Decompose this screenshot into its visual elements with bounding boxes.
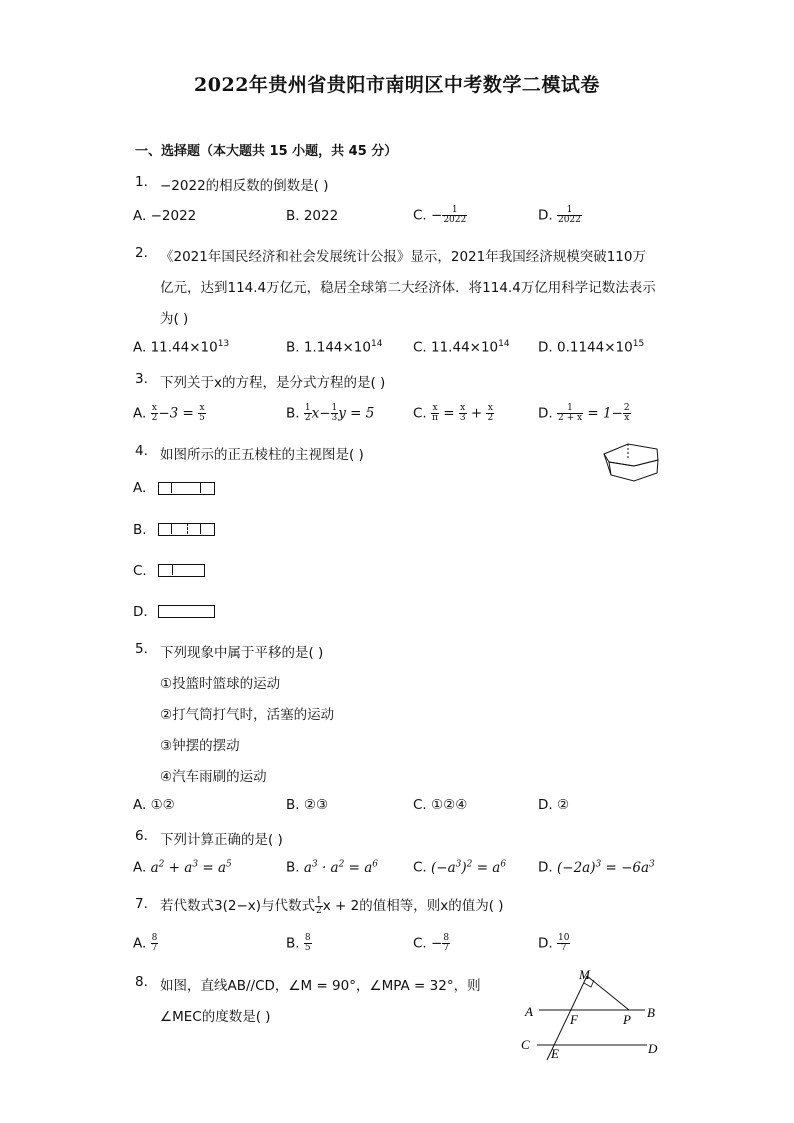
- q3-option-d: D. $\frac{1}{2 + x}$ = 1− $\frac{2}{x}$: [538, 403, 630, 423]
- label-d: D: [648, 1041, 658, 1056]
- q5-option-c: C. ①②④: [413, 797, 468, 813]
- q4-option-a-figure: [158, 482, 215, 495]
- q3-option-a: A. $\frac{x}{2}$ −3 = $\frac{x}{5}$: [133, 403, 205, 423]
- q2-option-b: B. $1.144\times 10^{14}$: [286, 339, 383, 356]
- q7-option-b: B. $\frac{8}{5}$: [286, 933, 311, 953]
- q6-option-c: C. $(-a^3)^2 = a^6$: [413, 859, 507, 876]
- q5-option-d: D. ②: [538, 797, 570, 813]
- q7-option-c: C. − $\frac{8}{7}$: [413, 933, 450, 953]
- q4-option-b-label: B.: [133, 522, 147, 538]
- q1-stem: −2022的相反数的倒数是( ): [160, 178, 329, 194]
- label-b: B: [647, 1005, 655, 1020]
- q7-option-d: D. $\frac{10}{7}$: [538, 933, 570, 953]
- q4-number: 4.: [135, 443, 148, 459]
- pentagonal-prism-figure: [600, 440, 668, 488]
- q4-option-a-label: A.: [133, 480, 147, 496]
- q5-item-4: ④汽车雨刷的运动: [160, 769, 267, 785]
- q5-item-2: ②打气筒打气时，活塞的运动: [160, 707, 335, 723]
- q4-stem: 如图所示的正五棱柱的主视图是( ): [160, 447, 364, 463]
- q5-number: 5.: [135, 641, 148, 657]
- page-title: 2022年贵州省贵阳市南明区中考数学二模试卷: [194, 74, 600, 96]
- q4-option-b-figure: [158, 523, 215, 536]
- q4-option-c-label: C.: [133, 563, 147, 579]
- q8-geometry-figure: [515, 962, 665, 1062]
- q2-option-c: C. $11.44\times 10^{14}$: [413, 339, 510, 356]
- q3-stem: 下列关于x的方程，是分式方程的是( ): [160, 375, 386, 391]
- q4-option-d-figure: [158, 605, 215, 618]
- q5-option-a: A. ①②: [133, 797, 175, 813]
- label-e: E: [551, 1046, 559, 1061]
- q1-number: 1.: [135, 174, 148, 190]
- label-p: P: [623, 1012, 631, 1027]
- q4-option-d-label: D.: [133, 604, 148, 620]
- q8-line2: ∠MEC的度数是( ): [160, 1009, 271, 1025]
- q5-item-1: ①投篮时篮球的运动: [160, 676, 281, 692]
- q2-option-d: D. $0.1144\times 10^{15}$: [538, 339, 645, 356]
- q8-number: 8.: [135, 974, 148, 990]
- q5-item-3: ③钟摆的摆动: [160, 738, 240, 754]
- q1-option-d: D. $\frac{1}{2022}$: [538, 205, 581, 225]
- q1-option-c: C. − $\frac{1}{2022}$: [413, 205, 467, 225]
- label-m: M: [579, 967, 590, 982]
- q7-stem: 若代数式3(2−x)与代数式 $\frac{1}{2}$ x + 2的值相等，则x的值为( ): [160, 895, 504, 916]
- q7-option-a: A. $\frac{8}{7}$: [133, 933, 158, 953]
- q1-option-b: B. 2022: [286, 208, 339, 224]
- q3-number: 3.: [135, 371, 148, 387]
- q2-line3: 为( ): [160, 311, 189, 327]
- label-a: A: [525, 1004, 533, 1019]
- q1-option-a: A. −2022: [133, 208, 197, 224]
- label-c: C: [521, 1037, 530, 1052]
- q7-number: 7.: [135, 896, 148, 912]
- q2-option-a: A. $11.44\times 10^{13}$: [133, 339, 230, 356]
- q6-stem: 下列计算正确的是( ): [160, 832, 283, 848]
- q6-number: 6.: [135, 828, 148, 844]
- section-heading: 一、选择题（本大题共 15 小题，共 45 分）: [135, 144, 398, 159]
- q5-stem: 下列现象中属于平移的是( ): [160, 645, 324, 661]
- q6-option-a: A. $a^2 + a^3 = a^5$: [133, 859, 232, 876]
- label-f: F: [570, 1012, 578, 1027]
- q3-option-c: C. $\frac{x}{\pi}$ = $\frac{x}{3}$ + $\frac{x}{2}$: [413, 403, 494, 423]
- q2-line2: 亿元，达到114.4万亿元，稳居全球第二大经济体．将114.4万亿用科学记数法表示: [160, 280, 656, 296]
- q8-line1: 如图，直线AB//CD，∠M = 90°，∠MPA = 32°，则: [160, 978, 481, 994]
- q6-option-b: B. $a^3 \cdot a^2 = a^6$: [286, 859, 379, 876]
- q4-option-c-figure: [158, 564, 205, 577]
- q2-line1: 《2021年国民经济和社会发展统计公报》显示，2021年我国经济规模突破110万: [160, 249, 646, 265]
- q5-option-b: B. ②③: [286, 797, 329, 813]
- q2-number: 2.: [135, 245, 148, 261]
- q3-option-b: B. $\frac{1}{2}$ x− $\frac{1}{3}$ y = 5: [286, 403, 375, 423]
- q6-option-d: D. $(-2a)^3 = -6a^3$: [538, 859, 655, 876]
